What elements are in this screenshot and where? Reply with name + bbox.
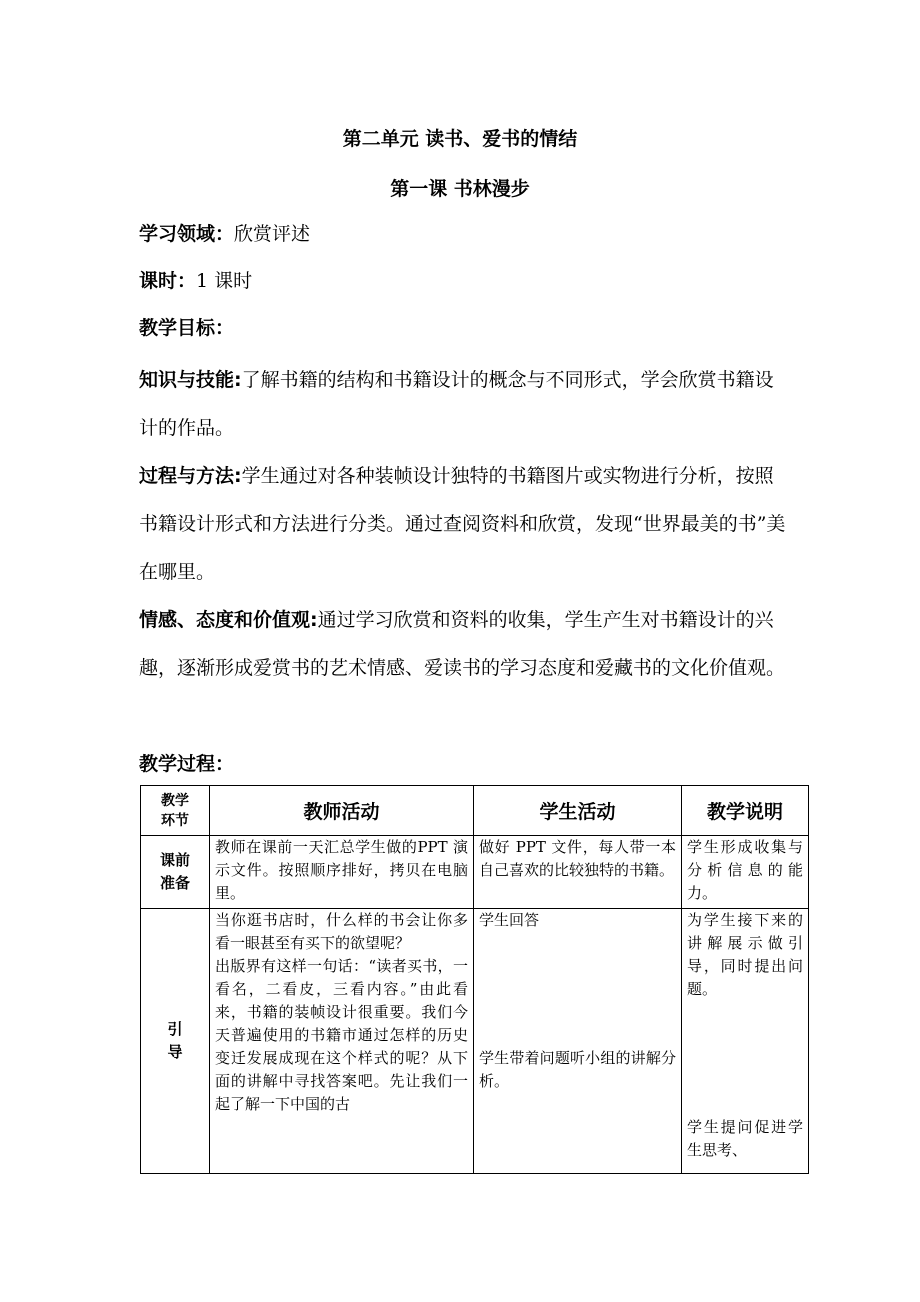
- emotion-paragraph: [139, 596, 789, 692]
- student-activity-para: 学生带着问题听小组的讲解分析。: [479, 1049, 676, 1090]
- row-student-activity: [474, 909, 682, 1174]
- process-label: 过程与方法:: [139, 465, 242, 487]
- process-heading: [139, 740, 789, 788]
- field-label: 学习领域：: [139, 223, 235, 245]
- knowledge-label: 知识与技能:: [139, 369, 242, 391]
- header-note: 教学说明: [682, 786, 809, 836]
- row-stage-line1: 课前: [159, 851, 190, 869]
- field-line: [139, 210, 789, 258]
- student-activity-para: 学生回答: [479, 911, 540, 929]
- header-student: 学生活动: [474, 786, 682, 836]
- emotion-label: 情感、态度和价值观:: [139, 609, 318, 631]
- process-text: 学生通过对各种装帧设计独特的书籍图片或实物进行分析，按照书籍设计形式和方法进行分类。通过查阅资料和欣赏，发现“世界最美的书”美在哪里。: [139, 465, 786, 583]
- hours-line: [139, 257, 789, 305]
- table-header-row: [141, 786, 809, 836]
- field-value: 欣赏评述: [234, 223, 311, 245]
- emotion-text: 通过学习欣赏和资料的收集，学生产生对书籍设计的兴趣，逐渐形成爱赏书的艺术情感、爱读书的学习态度和爱藏书的文化价值观。: [139, 609, 786, 679]
- row-stage: [141, 836, 210, 909]
- row-note: 学生形成收集与分析信息的能力。: [682, 836, 809, 909]
- objectives-heading-text: 教学目标：: [139, 317, 235, 339]
- row-teacher-activity: 教师在课前一天汇总学生做的PPT 演示文件。按照顺序排好，拷贝在电脑里。: [210, 836, 474, 909]
- header-stage-line2: 环节: [161, 812, 189, 829]
- lesson-title: 第一课 书林漫步: [390, 178, 530, 200]
- process-paragraph: [139, 452, 789, 596]
- objectives-heading: [139, 304, 789, 352]
- hours-value: 1 课时: [196, 270, 253, 292]
- row-student-activity: 做好 PPT 文件，每人带一本自己喜欢的比较独特的书籍。: [474, 836, 682, 909]
- row-stage-line2: 导: [167, 1043, 183, 1061]
- table-row: [141, 836, 809, 909]
- table-row: [141, 909, 809, 1174]
- lesson-plan-table: [140, 785, 809, 1174]
- header-stage: [141, 786, 210, 836]
- header-teacher: 教师活动: [210, 786, 474, 836]
- knowledge-paragraph: [139, 356, 789, 452]
- header-stage-line1: 教学: [161, 792, 189, 809]
- unit-title: 第二单元 读书、爱书的情结: [342, 128, 578, 150]
- teacher-activity-para: 出版界有这样一句话：“读者买书，一看名，二看皮，三看内容。”由此看来，书籍的装帧设计很重要。我们今天普遍使用的书籍市通过怎样的历史变迁发展成现在这个样式的呢？从下面的讲解中寻找答案吧。先让我们一起了解一下中国的古: [215, 957, 468, 1113]
- hours-label: 课时：: [139, 270, 197, 292]
- row-stage-line1: 引: [167, 1020, 183, 1038]
- row-stage: [141, 909, 210, 1174]
- process-heading-text: 教学过程：: [139, 753, 235, 775]
- knowledge-text: 了解书籍的结构和书籍设计的概念与不同形式，学会欣赏书籍设计的作品。: [139, 369, 774, 439]
- note-para: 学生提问促进学生思考、: [687, 1118, 803, 1159]
- row-teacher-activity: [210, 909, 474, 1174]
- teacher-activity-para: 当你逛书店时，什么样的书会让你多看一眼甚至有买下的欲望呢？: [215, 911, 468, 952]
- row-stage-line2: 准备: [159, 874, 190, 892]
- row-note: [682, 909, 809, 1174]
- note-para: 为学生接下来的讲解展示做引导，同时提出问题。: [687, 911, 803, 998]
